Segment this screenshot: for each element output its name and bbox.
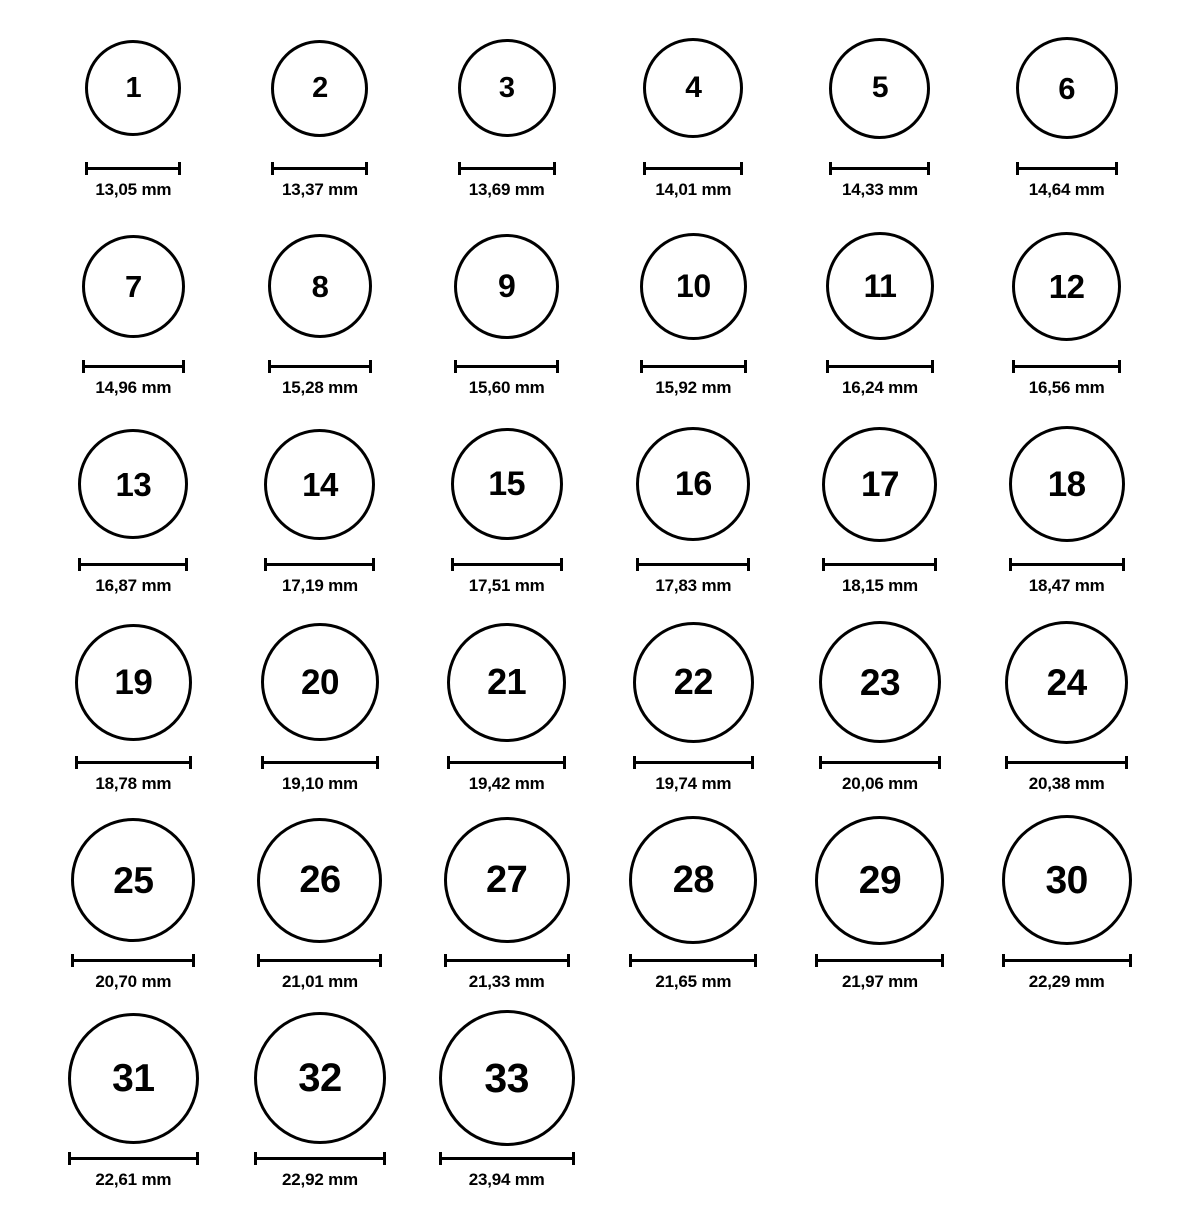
ring-circle [636, 427, 750, 541]
ring-size-cell [787, 810, 974, 1008]
ring-size-number: 11 [863, 268, 897, 304]
diameter-label: 20,70 mm [95, 972, 172, 991]
dimension-line-row [1002, 954, 1132, 966]
ring-circle [640, 233, 747, 340]
ring-circle-wrapper [439, 1008, 575, 1148]
ring-size-number: 14 [302, 465, 338, 503]
ring-size-number: 7 [124, 268, 142, 304]
ring-circle-wrapper [1012, 216, 1121, 356]
ring-size-number: 12 [1048, 267, 1085, 305]
ring-circle-wrapper [1005, 612, 1128, 752]
diameter-label: 13,37 mm [282, 180, 358, 199]
ring-circle [268, 234, 372, 338]
dimension-line [819, 761, 941, 764]
ring-size-cell [600, 216, 787, 414]
ring-size-cell [227, 810, 414, 1008]
ring-size-cell [973, 216, 1160, 414]
ring-circle [454, 234, 559, 339]
ring-circle-wrapper [636, 414, 750, 554]
ring-circle-wrapper [447, 612, 566, 752]
ring-circle-wrapper [271, 18, 368, 158]
ring-circle [829, 38, 930, 139]
dimension-line [254, 1157, 386, 1160]
ring-circle [85, 40, 181, 136]
dimension-line-row [439, 1152, 575, 1164]
diameter-label: 19,74 mm [655, 774, 732, 793]
ring-circle-wrapper [451, 414, 563, 554]
ring-circle [458, 39, 556, 137]
diameter-label: 14,01 mm [655, 180, 732, 199]
ring-size-cell [227, 1008, 414, 1206]
ring-circle [257, 818, 382, 943]
ring-circle [629, 816, 757, 944]
ring-size-cell [40, 216, 227, 414]
ring-circle [643, 38, 743, 138]
dimension-line-row [643, 162, 743, 174]
dimension-line-row [633, 756, 754, 768]
ring-circle [1016, 37, 1118, 139]
dimension-line [629, 959, 757, 962]
dimension-line [78, 563, 188, 566]
dimension-line-row [829, 162, 930, 174]
ring-size-cell [40, 612, 227, 810]
ring-circle [633, 622, 754, 743]
ring-size-number: 2 [312, 71, 328, 104]
diameter-label: 17,51 mm [468, 576, 545, 595]
ring-circle [1002, 815, 1132, 945]
dimension-line [1009, 563, 1125, 566]
ring-size-number: 18 [1047, 464, 1086, 504]
ring-circle [264, 429, 375, 540]
diameter-label: 21,33 mm [468, 972, 545, 991]
diameter-label: 23,94 mm [468, 1170, 545, 1189]
ring-circle-wrapper [826, 216, 934, 356]
ring-circle-wrapper [829, 18, 930, 158]
ring-size-cell [787, 216, 974, 414]
dimension-line [640, 365, 747, 368]
ring-circle [254, 1012, 386, 1144]
dimension-line [829, 167, 930, 170]
ring-circle-wrapper [633, 612, 754, 752]
dimension-line [439, 1157, 575, 1160]
ring-size-number: 3 [498, 71, 515, 104]
ring-circle-wrapper [822, 414, 937, 554]
ring-circle [439, 1010, 575, 1146]
ring-size-number: 24 [1046, 661, 1087, 703]
ring-size-cell [413, 1008, 600, 1206]
ring-circle [261, 623, 379, 741]
dimension-line [85, 167, 181, 170]
ring-size-number: 16 [674, 465, 712, 503]
ring-circle [1009, 426, 1125, 542]
ring-circle [1005, 621, 1128, 744]
ring-size-number: 10 [676, 268, 711, 304]
dimension-line [458, 167, 556, 170]
ring-size-number: 20 [301, 662, 339, 702]
ring-size-number: 28 [672, 859, 714, 901]
ring-circle-wrapper [71, 810, 195, 950]
ring-size-cell [413, 216, 600, 414]
dimension-line [643, 167, 743, 170]
diameter-label: 21,65 mm [655, 972, 732, 991]
ring-size-cell [600, 810, 787, 1008]
dimension-line-row [1009, 558, 1125, 570]
ring-circle-wrapper [458, 18, 556, 158]
ring-size-number: 19 [114, 662, 153, 702]
dimension-line [826, 365, 934, 368]
ring-size-number: 29 [858, 858, 902, 902]
ring-circle-wrapper [629, 810, 757, 950]
ring-circle-wrapper [75, 612, 192, 752]
ring-size-cell [973, 18, 1160, 216]
ring-circle-wrapper [257, 810, 382, 950]
dimension-line [1002, 959, 1132, 962]
diameter-label: 14,33 mm [842, 180, 918, 199]
dimension-line [257, 959, 382, 962]
ring-size-number: 4 [685, 71, 702, 104]
dimension-line [451, 563, 563, 566]
ring-size-number: 27 [486, 859, 528, 901]
diameter-label: 14,64 mm [1028, 180, 1105, 199]
ring-circle-wrapper [815, 810, 944, 950]
diameter-label: 13,05 mm [95, 180, 172, 199]
diameter-label: 16,87 mm [95, 576, 172, 595]
dimension-line-row [71, 954, 195, 966]
dimension-line [261, 761, 379, 764]
diameter-label: 21,97 mm [842, 972, 918, 991]
dimension-line [822, 563, 937, 566]
dimension-line-row [271, 162, 368, 174]
ring-circle [75, 624, 192, 741]
dimension-line-row [85, 162, 181, 174]
dimension-line [68, 1157, 199, 1160]
ring-size-number: 13 [115, 465, 152, 503]
diameter-label: 16,56 mm [1028, 378, 1105, 397]
ring-circle [82, 235, 185, 338]
ring-circle [68, 1013, 199, 1144]
dimension-line-row [1016, 162, 1118, 174]
ring-circle [447, 623, 566, 742]
ring-circle [1012, 232, 1121, 341]
diameter-label: 21,01 mm [282, 972, 358, 991]
ring-circle-wrapper [643, 18, 743, 158]
dimension-line-row [629, 954, 757, 966]
dimension-line-row [636, 558, 750, 570]
diameter-label: 22,61 mm [95, 1170, 172, 1189]
ring-circle [444, 817, 570, 943]
ring-size-number: 1 [125, 71, 142, 104]
ring-size-cell [787, 612, 974, 810]
ring-circle-wrapper [1016, 18, 1118, 158]
diameter-label: 19,10 mm [282, 774, 358, 793]
dimension-line [1005, 761, 1128, 764]
ring-size-number: 32 [298, 1056, 342, 1100]
ring-size-number: 6 [1058, 70, 1076, 106]
ring-size-cell [413, 810, 600, 1008]
diameter-label: 22,29 mm [1028, 972, 1105, 991]
dimension-line [1016, 167, 1118, 170]
ring-circle-wrapper [261, 612, 379, 752]
dimension-line-row [1005, 756, 1128, 768]
ring-circle-wrapper [444, 810, 570, 950]
dimension-line-row [458, 162, 556, 174]
dimension-line-row [447, 756, 566, 768]
ring-size-cell [973, 414, 1160, 612]
dimension-line-row [1012, 360, 1121, 372]
ring-circle [822, 427, 937, 542]
dimension-line-row [257, 954, 382, 966]
dimension-line-row [819, 756, 941, 768]
ring-size-cell [973, 612, 1160, 810]
diameter-label: 22,92 mm [282, 1170, 358, 1189]
ring-size-number: 30 [1045, 858, 1088, 902]
ring-size-cell [787, 18, 974, 216]
dimension-line-row [826, 360, 934, 372]
dimension-line [75, 761, 192, 764]
ring-size-cell [227, 414, 414, 612]
ring-size-cell [413, 414, 600, 612]
ring-size-number: 23 [859, 661, 901, 703]
dimension-line [82, 365, 185, 368]
ring-size-number: 33 [484, 1054, 529, 1101]
ring-size-cell [600, 18, 787, 216]
ring-size-number: 9 [498, 268, 516, 304]
ring-circle-wrapper [78, 414, 188, 554]
ring-circle-wrapper [819, 612, 941, 752]
ring-size-cell [227, 612, 414, 810]
dimension-line-row [82, 360, 185, 372]
ring-size-cell [40, 810, 227, 1008]
ring-circle [826, 232, 934, 340]
dimension-line-row [444, 954, 570, 966]
ring-circle-wrapper [1002, 810, 1132, 950]
dimension-line [271, 167, 368, 170]
ring-size-cell [40, 18, 227, 216]
ring-circle-wrapper [640, 216, 747, 356]
ring-size-cell [413, 612, 600, 810]
ring-circle-wrapper [85, 18, 181, 158]
dimension-line [447, 761, 566, 764]
diameter-label: 16,24 mm [842, 378, 918, 397]
dimension-line-row [75, 756, 192, 768]
ring-size-number: 5 [871, 71, 889, 104]
ring-circle-wrapper [264, 414, 375, 554]
ring-size-cell [973, 810, 1160, 1008]
ring-circle-wrapper [254, 1008, 386, 1148]
dimension-line-row [78, 558, 188, 570]
diameter-label: 15,92 mm [655, 378, 732, 397]
ring-size-number: 15 [488, 465, 526, 503]
ring-size-number: 26 [299, 859, 341, 901]
dimension-line-row [815, 954, 944, 966]
diameter-label: 20,06 mm [842, 774, 918, 793]
ring-circle-wrapper [1009, 414, 1125, 554]
ring-size-number: 21 [487, 661, 527, 702]
dimension-line-row [264, 558, 375, 570]
diameter-label: 15,28 mm [282, 378, 358, 397]
dimension-line [264, 563, 375, 566]
dimension-line [633, 761, 754, 764]
dimension-line [444, 959, 570, 962]
dimension-line [454, 365, 559, 368]
ring-size-cell [227, 216, 414, 414]
ring-size-cell [600, 414, 787, 612]
ring-circle [78, 429, 188, 539]
ring-circle-wrapper [82, 216, 185, 356]
ring-size-number: 8 [311, 268, 329, 304]
dimension-line-row [451, 558, 563, 570]
ring-circle-wrapper [268, 216, 372, 356]
ring-size-cell [600, 612, 787, 810]
dimension-line-row [68, 1152, 199, 1164]
diameter-label: 17,83 mm [655, 576, 732, 595]
ring-size-number: 25 [113, 859, 154, 901]
ring-size-cell [40, 1008, 227, 1206]
diameter-label: 20,38 mm [1028, 774, 1105, 793]
dimension-line-row [268, 360, 372, 372]
dimension-line-row [640, 360, 747, 372]
ring-circle-wrapper [454, 216, 559, 356]
ring-size-cell [40, 414, 227, 612]
dimension-line-row [254, 1152, 386, 1164]
diameter-label: 14,96 mm [95, 378, 172, 397]
ring-size-cell [413, 18, 600, 216]
diameter-label: 15,60 mm [468, 378, 545, 397]
diameter-label: 18,78 mm [95, 774, 172, 793]
ring-circle [271, 40, 368, 137]
dimension-line [71, 959, 195, 962]
ring-circle-wrapper [68, 1008, 199, 1148]
ring-circle [451, 428, 563, 540]
diameter-label: 19,42 mm [468, 774, 545, 793]
ring-circle [815, 816, 944, 945]
dimension-line [636, 563, 750, 566]
ring-size-number: 22 [673, 661, 713, 702]
dimension-line [268, 365, 372, 368]
diameter-label: 17,19 mm [282, 576, 358, 595]
ring-size-cell [787, 414, 974, 612]
ring-circle [819, 621, 941, 743]
ring-size-number: 17 [861, 464, 899, 504]
diameter-label: 18,15 mm [842, 576, 918, 595]
dimension-line-row [454, 360, 559, 372]
dimension-line [815, 959, 944, 962]
dimension-line-row [822, 558, 937, 570]
ring-size-cell [227, 18, 414, 216]
diameter-label: 18,47 mm [1028, 576, 1105, 595]
dimension-line [1012, 365, 1121, 368]
ring-circle [71, 818, 195, 942]
ring-size-number: 31 [112, 1056, 155, 1100]
dimension-line-row [261, 756, 379, 768]
diameter-label: 13,69 mm [468, 180, 545, 199]
